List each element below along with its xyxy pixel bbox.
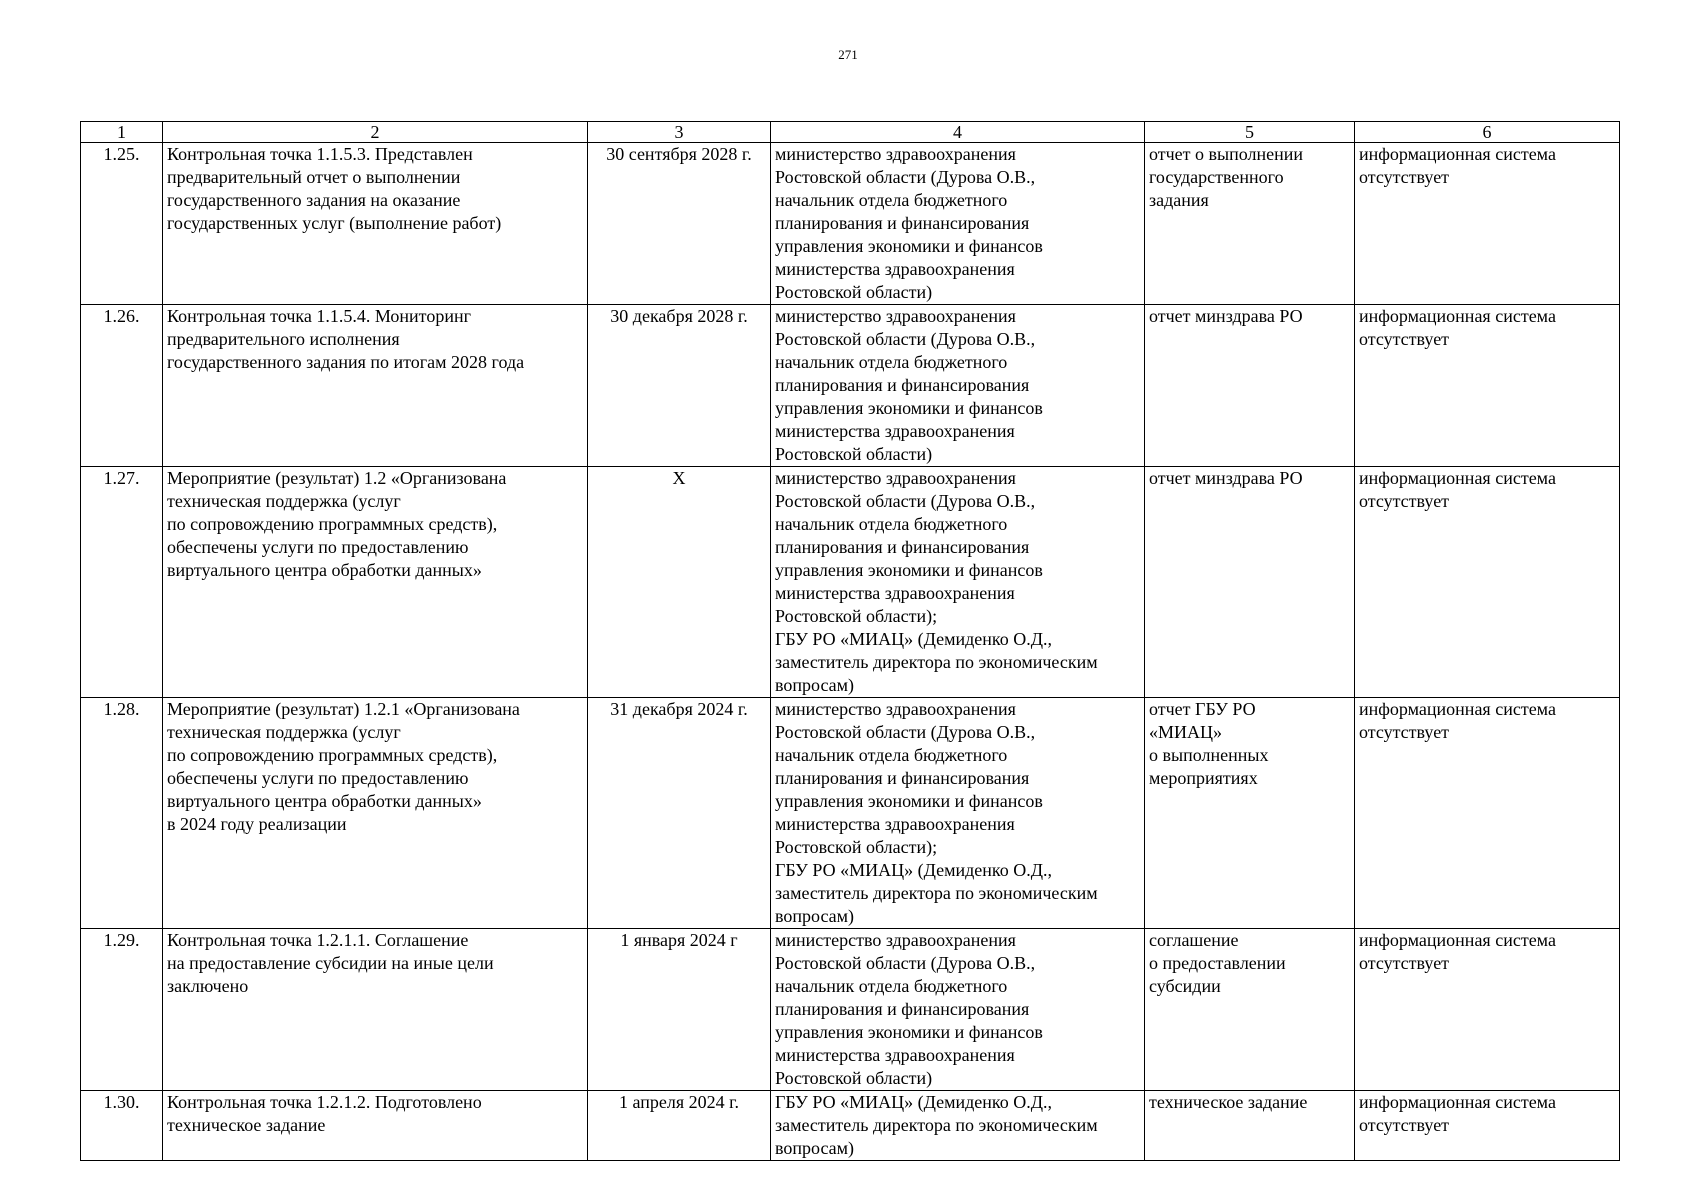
table-row: [81, 698, 1620, 929]
page-number: 271: [838, 47, 858, 62]
information-system: информационная система отсутствует: [1355, 1091, 1620, 1161]
responsible: министерство здравоохранения Ростовской области (Дурова О.В., начальник отдела бюджетного планирования и финансирования управления экономики и финансов министерства здравоохранения Ростовской области); ГБУ РО «МИАЦ» (Демиденко О.Д., заместитель директора по экономическим вопросам): [771, 698, 1145, 929]
row-number: 1.27.: [81, 467, 163, 698]
column-header: 4: [771, 122, 1145, 143]
column-header: 2: [163, 122, 588, 143]
document-type: отчет о выполнении государственного задания: [1145, 143, 1355, 305]
document-type: техническое задание: [1145, 1091, 1355, 1161]
control-points-table: [80, 121, 1620, 1161]
responsible: министерство здравоохранения Ростовской области (Дурова О.В., начальник отдела бюджетного планирования и финансирования управления экономики и финансов министерства здравоохранения Ростовской области); ГБУ РО «МИАЦ» (Демиденко О.Д., заместитель директора по экономическим вопросам): [771, 467, 1145, 698]
item-name: Контрольная точка 1.1.5.3. Представлен предварительный отчет о выполнении государственного задания на оказание государственных услуг (выполнение работ): [163, 143, 588, 305]
information-system: информационная система отсутствует: [1355, 305, 1620, 467]
table-row: [81, 1091, 1620, 1161]
item-name: Мероприятие (результат) 1.2.1 «Организована техническая поддержка (услуг по сопровождению программных средств), обеспечены услуги по предоставлению виртуального центра обработки данных» в 2024 году реализации: [163, 698, 588, 929]
item-name: Контрольная точка 1.1.5.4. Мониторинг предварительного исполнения государственного задания по итогам 2028 года: [163, 305, 588, 467]
information-system: информационная система отсутствует: [1355, 698, 1620, 929]
information-system: информационная система отсутствует: [1355, 467, 1620, 698]
header-row: [81, 122, 1620, 143]
information-system: информационная система отсутствует: [1355, 143, 1620, 305]
due-date: 1 апреля 2024 г.: [588, 1091, 771, 1161]
row-number: 1.25.: [81, 143, 163, 305]
information-system: информационная система отсутствует: [1355, 929, 1620, 1091]
document-type: отчет ГБУ РО «МИАЦ» о выполненных мероприятиях: [1145, 698, 1355, 929]
table-row: [81, 467, 1620, 698]
due-date: 30 декабря 2028 г.: [588, 305, 771, 467]
table-row: [81, 143, 1620, 305]
responsible: министерство здравоохранения Ростовской области (Дурова О.В., начальник отдела бюджетного планирования и финансирования управления экономики и финансов министерства здравоохранения Ростовской области): [771, 305, 1145, 467]
column-header: 5: [1145, 122, 1355, 143]
document-type: отчет минздрава РО: [1145, 467, 1355, 698]
row-number: 1.28.: [81, 698, 163, 929]
row-number: 1.30.: [81, 1091, 163, 1161]
document-type: соглашение о предоставлении субсидии: [1145, 929, 1355, 1091]
item-name: Контрольная точка 1.2.1.2. Подготовлено техническое задание: [163, 1091, 588, 1161]
document-type: отчет минздрава РО: [1145, 305, 1355, 467]
table-row: [81, 929, 1620, 1091]
item-name: Мероприятие (результат) 1.2 «Организована техническая поддержка (услуг по сопровождению программных средств), обеспечены услуги по предоставлению виртуального центра обработки данных»: [163, 467, 588, 698]
column-header: 6: [1355, 122, 1620, 143]
column-header: 1: [81, 122, 163, 143]
row-number: 1.26.: [81, 305, 163, 467]
due-date: 30 сентября 2028 г.: [588, 143, 771, 305]
responsible: ГБУ РО «МИАЦ» (Демиденко О.Д., заместитель директора по экономическим вопросам): [771, 1091, 1145, 1161]
column-header: 3: [588, 122, 771, 143]
row-number: 1.29.: [81, 929, 163, 1091]
due-date: 1 января 2024 г: [588, 929, 771, 1091]
due-date: 31 декабря 2024 г.: [588, 698, 771, 929]
due-date: Х: [588, 467, 771, 698]
responsible: министерство здравоохранения Ростовской области (Дурова О.В., начальник отдела бюджетного планирования и финансирования управления экономики и финансов министерства здравоохранения Ростовской области): [771, 929, 1145, 1091]
responsible: министерство здравоохранения Ростовской области (Дурова О.В., начальник отдела бюджетного планирования и финансирования управления экономики и финансов министерства здравоохранения Ростовской области): [771, 143, 1145, 305]
table-row: [81, 305, 1620, 467]
item-name: Контрольная точка 1.2.1.1. Соглашение на предоставление субсидии на иные цели заключено: [163, 929, 588, 1091]
